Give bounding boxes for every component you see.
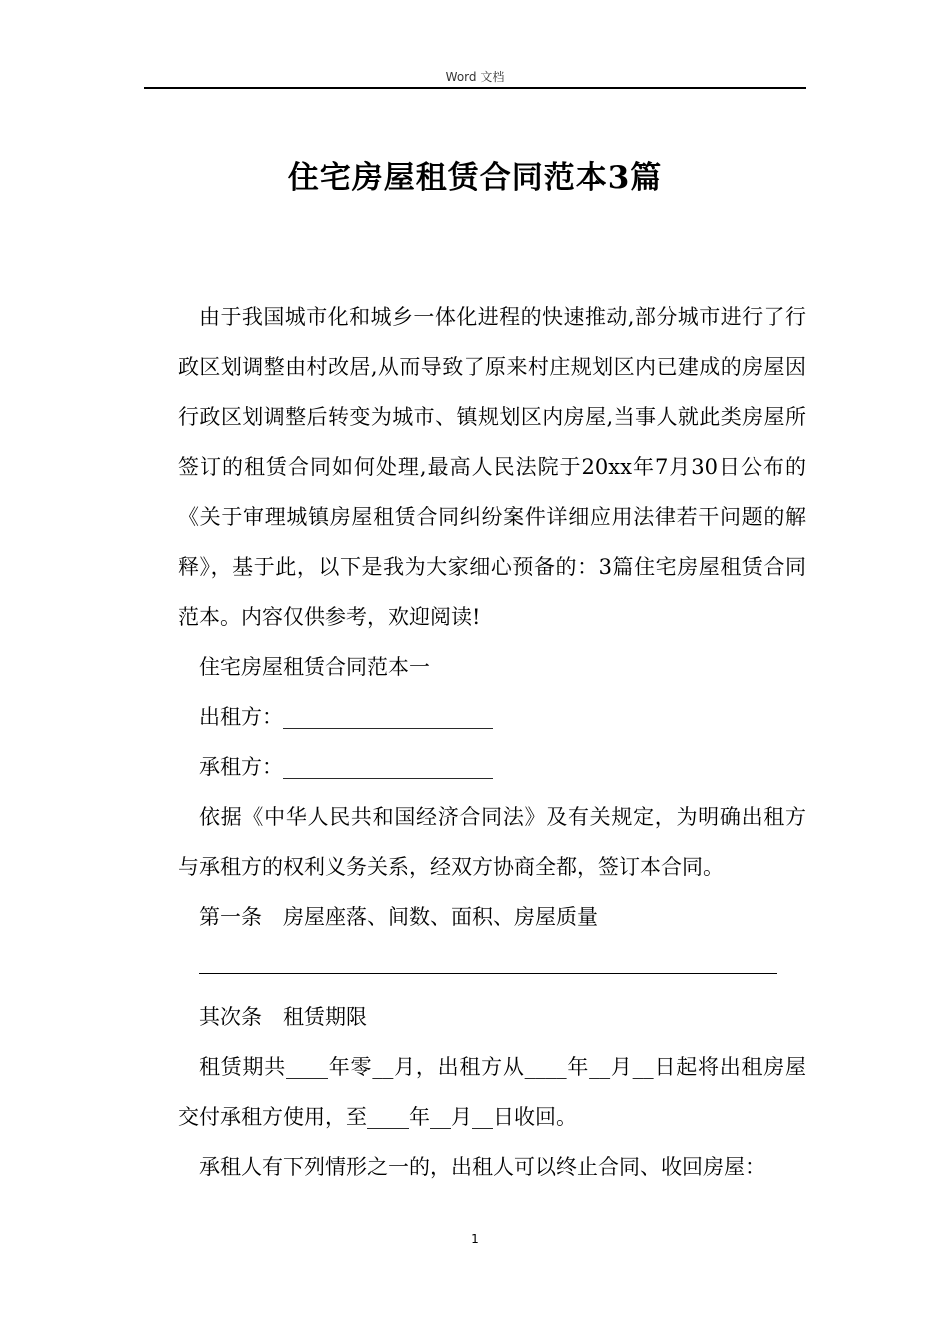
article-two-heading: 其次条 租赁期限 bbox=[199, 1005, 367, 1029]
section-heading-contract-one: 住宅房屋租赁合同范本一 bbox=[199, 655, 430, 679]
header-divider bbox=[144, 87, 806, 89]
page-header: Word 文档 bbox=[445, 70, 505, 84]
article-one-heading: 第一条 房屋座落、间数、面积、房屋质量 bbox=[199, 905, 598, 929]
intro-paragraph: 由于我国城市化和城乡一体化进程的快速推动,部分城市进行了行政区划调整由村改居,从而导致了原来村庄规划区内已建成的房屋因行政区划调整后转变为城市、镇规划区内房屋,当事人就此类房屋所签订的租赁合同如何处理,最高人民法院于20xx年7月30日公布的《关于审理城镇房屋租赁合同纠纷案件详细应用法律若干问题的解释》，基于此，以下是我为大家细心预备的：3篇住宅房屋租赁合同范本。内容仅供参考，欢迎阅读! bbox=[178, 305, 806, 629]
document-body bbox=[178, 292, 806, 1192]
termination-conditions-paragraph: 承租人有下列情形之一的，出租人可以终止合同、收回房屋： bbox=[199, 1155, 766, 1179]
lease-term-paragraph: 租赁期共____年零__月，出租方从____年__月__日起将出租房屋交付承租方使用，至____年__月__日收回。 bbox=[178, 1055, 806, 1129]
article-one-blank-line bbox=[178, 942, 806, 992]
document-title: 住宅房屋租赁合同范本3篇 bbox=[287, 160, 663, 196]
fill-in-underline bbox=[199, 953, 777, 974]
page-number: 1 bbox=[471, 1232, 479, 1246]
lessee-line: 承租方：____________________ bbox=[199, 755, 493, 779]
lessor-line: 出租方：____________________ bbox=[199, 705, 493, 729]
contract-preamble: 依据《中华人民共和国经济合同法》及有关规定，为明确出租方与承租方的权利义务关系，经双方协商全都，签订本合同。 bbox=[178, 805, 806, 879]
